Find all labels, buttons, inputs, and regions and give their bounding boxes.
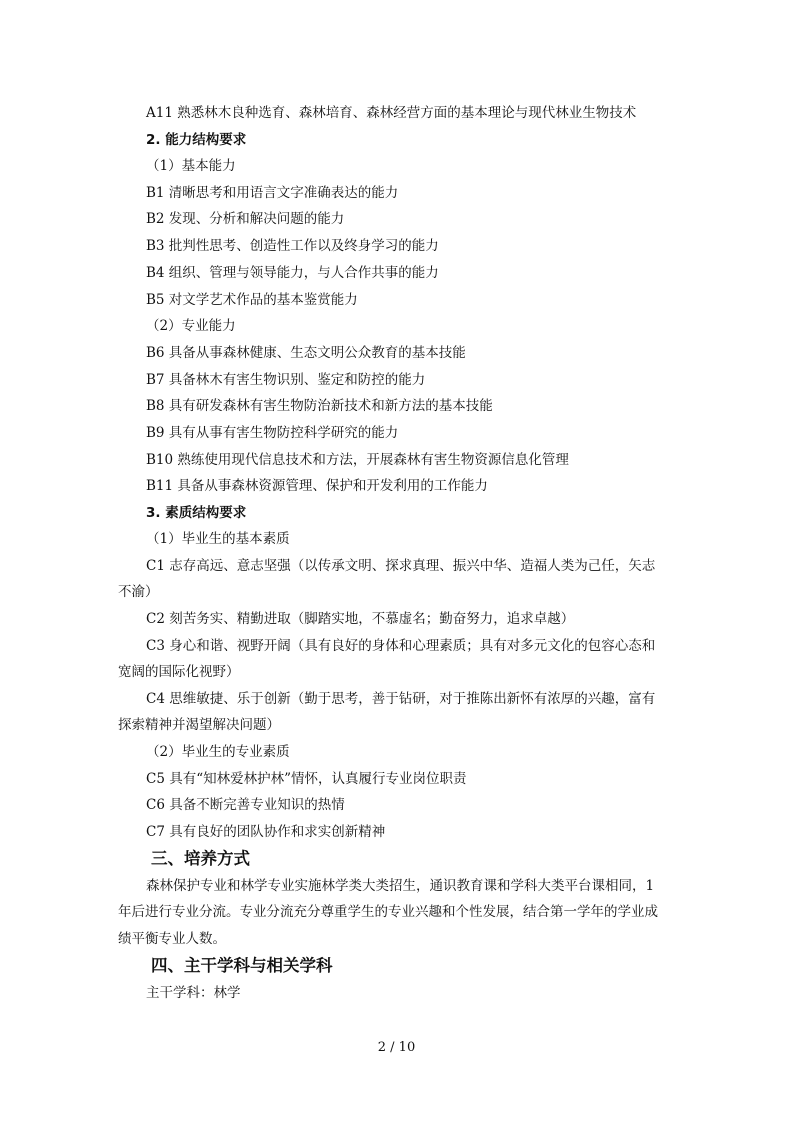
main-subject: 主干学科：林学 [146,985,241,1001]
training-paragraph-line1: 森林保护专业和林学专业实施林学类大类招生，通识教育课和学科大类平台课相同，1 [146,878,655,894]
req-c1-line2: 不渝） [118,584,159,600]
subsection-basic-ability: （1）基本能力 [146,158,236,174]
req-c3-line2: 宽阔的国际化视野） [118,664,240,680]
subsection-professional-ability: （2）专业能力 [146,318,236,334]
req-c5: C5 具有“知林爱林护林”情怀，认真履行专业岗位职责 [146,771,467,787]
req-b1: B1 清晰思考和用语言文字准确表达的能力 [146,185,399,201]
req-b8: B8 具有研发森林有害生物防治新技术和新方法的基本技能 [146,398,493,414]
req-a11: A11 熟悉林木良种选育、森林培育、森林经营方面的基本理论与现代林业生物技术 [146,105,637,121]
req-c4-line2: 探索精神并渴望解决问题） [118,717,280,733]
req-c6: C6 具备不断完善专业知识的热情 [146,797,345,813]
req-c4-line1: C4 思维敏捷、乐于创新（勤于思考，善于钻研，对于推陈出新怀有浓厚的兴趣，富有 [146,691,656,707]
req-c2: C2 刻苦务实、精勤进取（脚踏实地，不慕虚名；勤奋努力，追求卓越） [146,611,575,627]
subsection-graduate-basic: （1）毕业生的基本素质 [146,531,290,547]
req-b9: B9 具有从事有害生物防控科学研究的能力 [146,425,399,441]
req-c1-line1: C1 志存高远、意志坚强（以传承文明、探求真理、振兴中华、造福人类为己任，矢志 [146,558,656,574]
section-ability-heading: 2. 能力结构要求 [146,132,247,148]
req-c7: C7 具有良好的团队协作和求实创新精神 [146,824,386,840]
section-four-heading: 四、主干学科与相关学科 [151,956,333,975]
req-b3: B3 批判性思考、创造性工作以及终身学习的能力 [146,238,439,254]
req-b4: B4 组织、管理与领导能力，与人合作共事的能力 [146,265,439,281]
subsection-graduate-professional: （2）毕业生的专业素质 [146,744,290,760]
req-b2: B2 发现、分析和解决问题的能力 [146,211,345,227]
req-b5: B5 对文学艺术作品的基本鉴赏能力 [146,292,358,308]
training-paragraph-line2: 年后进行专业分流。专业分流充分尊重学生的专业兴趣和个性发展，结合第一学年的学业成 [118,904,658,920]
training-paragraph-line3: 绩平衡专业人数。 [118,931,226,947]
req-b7: B7 具备林木有害生物识别、鉴定和防控的能力 [146,372,426,388]
req-b11: B11 具备从事森林资源管理、保护和开发利用的工作能力 [146,478,488,494]
section-quality-heading: 3. 素质结构要求 [146,505,247,521]
req-c3-line1: C3 身心和谐、视野开阔（具有良好的身体和心理素质；具有对多元文化的包容心态和 [146,638,656,654]
req-b10: B10 熟练使用现代信息技术和方法，开展森林有害生物资源信息化管理 [146,452,569,468]
req-b6: B6 具备从事森林健康、生态文明公众教育的基本技能 [146,345,466,361]
page-number: 2 / 10 [377,1040,416,1055]
section-three-heading: 三、培养方式 [151,849,250,868]
